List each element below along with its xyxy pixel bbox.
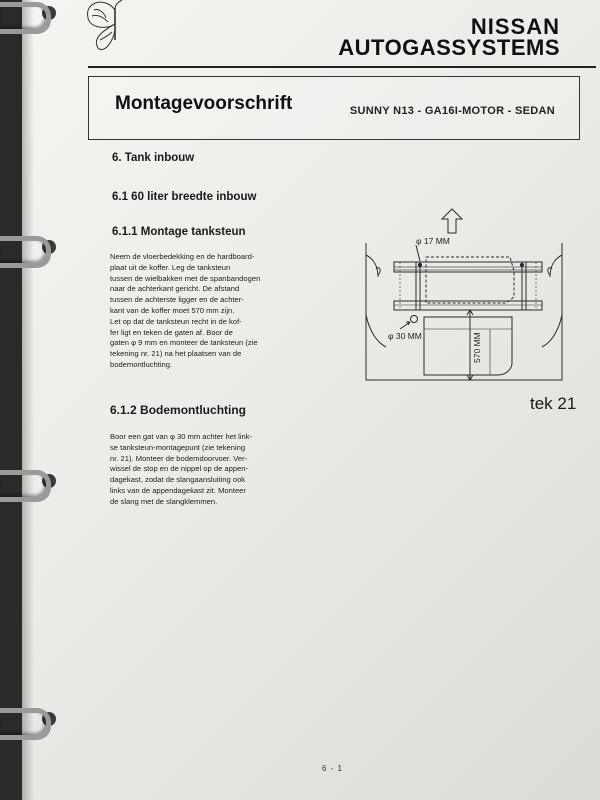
- text-line: links van de appendagekast zit. Monteer: [110, 485, 246, 495]
- brand-logo-text: [338, 16, 560, 58]
- section-heading-6-1-1: 6.1.1 Montage tanksteun: [112, 226, 246, 238]
- direction-arrow-icon: [442, 209, 462, 233]
- brand-line2: AUTOGASSYSTEMS: [338, 35, 560, 60]
- trunk-outline: [366, 243, 562, 380]
- label-17mm: φ 17 MM: [416, 236, 450, 246]
- brand-line1: NISSAN: [470, 14, 560, 39]
- header-box: [88, 76, 580, 140]
- binder-ring: [0, 236, 51, 268]
- text-line: Neem de vloerbedekking en de hardboard-: [110, 252, 255, 261]
- figure-caption: tek 21: [530, 394, 577, 413]
- page-edge-shadow: [22, 0, 34, 800]
- section-heading-6-1-2: 6.1.2 Bodemontluchting: [110, 403, 247, 417]
- binder-ring: [0, 470, 51, 502]
- tank-outline: [426, 257, 514, 303]
- page-title: Montagevoorschrift: [115, 93, 293, 114]
- page-number: 6 - 1: [322, 764, 344, 773]
- binder-ring: [0, 2, 51, 34]
- text-line: tussen de achterste ligger en de achter-: [110, 295, 244, 305]
- text-line: kant van de koffer moet 570 mm zijn.: [110, 305, 235, 315]
- text-line: Let op dat de tanksteun recht in de kof-: [110, 316, 242, 326]
- text-line: nr. 21). Monteer de bodemdoorvoer. Ver-: [110, 453, 248, 463]
- label-570mm: 570 MM: [472, 332, 482, 363]
- paragraph-montage-tanksteun: [110, 252, 306, 371]
- spare-wheel-well: [424, 317, 512, 375]
- text-line: dagekast, zodat de slangaansluiting ook: [110, 475, 246, 485]
- text-line: fer ligt en teken de gaten af. Boor de: [110, 327, 233, 337]
- section-heading-6-1: 6.1 60 liter breedte inbouw: [112, 191, 257, 203]
- manual-page: [22, 0, 600, 800]
- text-line: tussen de wielbakken met de spanbandogen: [110, 273, 261, 283]
- text-line: wissel de stop en de nippel op de appen-: [110, 464, 249, 474]
- text-line: de slang met de slangklemmen.: [110, 496, 218, 506]
- vehicle-subtitle: SUNNY N13 - GA16I-MOTOR - SEDAN: [349, 105, 555, 117]
- label-30mm: φ 30 MM: [388, 331, 422, 341]
- text-line: gaten φ 9 mm en monteer de tanksteun (zie: [110, 338, 258, 348]
- paragraph-bodemontluchting: [110, 432, 306, 508]
- text-line: Boor een gat van φ 30 mm achter het link-: [110, 432, 253, 441]
- binder-ring: [0, 708, 51, 740]
- header-rule: [88, 66, 596, 68]
- hole-30mm: [411, 316, 418, 323]
- text-line: se tanksteun-montagepunt (zie tekening: [110, 442, 246, 452]
- technical-drawing-tek21: [330, 205, 580, 395]
- text-line: plaat uit de koffer. Leg de tanksteun: [110, 262, 231, 272]
- text-line: naar de achterkant gericht. De afstand: [110, 284, 240, 294]
- butterfly-logo-icon: [80, 0, 150, 52]
- text-line: bodemontluchting.: [110, 359, 173, 369]
- section-heading-6: 6. Tank inbouw: [112, 152, 195, 164]
- text-line: tekening nr. 21) na het plaatsen van de: [110, 349, 242, 359]
